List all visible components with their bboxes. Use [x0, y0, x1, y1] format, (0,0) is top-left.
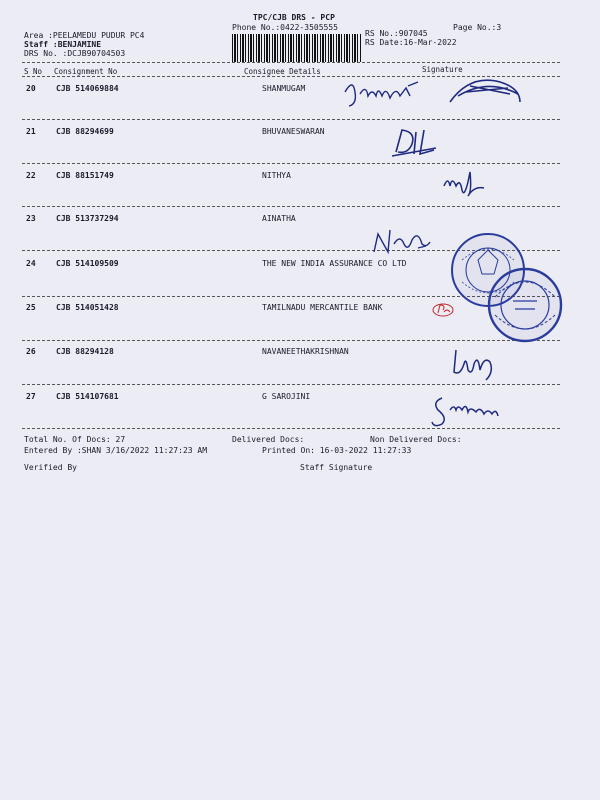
- delivered-docs: Delivered Docs:: [232, 435, 305, 444]
- row-consignment: CJB 88151749: [56, 171, 114, 180]
- entered-by: Entered By :SHAN 3/16/2022 11:27:23 AM: [24, 446, 208, 455]
- row-sno: 24: [26, 259, 36, 268]
- col-consignee: Consignee Details: [244, 67, 321, 76]
- signature-row-22: [440, 160, 500, 200]
- non-delivered-docs: Non Delivered Docs:: [370, 435, 462, 444]
- row-consignee: G SAROJINI: [262, 392, 311, 401]
- header-divider: [22, 62, 560, 63]
- row-sno: 20: [26, 84, 36, 93]
- row-sno: 27: [26, 392, 36, 401]
- staff-label: Staff :BENJAMINE: [24, 40, 102, 49]
- barcode-image: [232, 34, 362, 62]
- row-consignee: NITHYA: [262, 171, 291, 180]
- phone-number: Phone No.:0422-3505555: [232, 23, 338, 32]
- row-consignee: NAVANEETHAKRISHNAN: [262, 347, 349, 356]
- row-consignee: SHANMUGAM: [262, 84, 306, 93]
- signature-row-23: [368, 222, 443, 262]
- total-docs: Total No. Of Docs: 27: [24, 435, 126, 444]
- page-number: Page No.:3: [453, 23, 502, 32]
- rs-date: RS Date:16-Mar-2022: [365, 38, 457, 47]
- rs-number: RS No.:907045: [365, 29, 428, 38]
- row-consignment: CJB 514109509: [56, 259, 119, 268]
- tamilnad-mercantile-bank-stamp: [485, 265, 565, 345]
- col-signature: Signature: [422, 65, 463, 74]
- signature-row-26: [450, 340, 510, 380]
- row-consignment: CJB 514107681: [56, 392, 119, 401]
- document-title: TPC/CJB DRS - PCP: [253, 13, 335, 22]
- row-divider: [22, 206, 560, 207]
- printed-on: Printed On: 16-03-2022 11:27:33: [262, 446, 412, 455]
- row-sno: 23: [26, 214, 36, 223]
- row-divider: [22, 119, 560, 120]
- row-sno: 25: [26, 303, 36, 312]
- row-sno: 22: [26, 171, 36, 180]
- row-consignment: CJB 513737294: [56, 214, 119, 223]
- row-divider: [22, 428, 560, 429]
- row-sno: 26: [26, 347, 36, 356]
- col-consignment: Consignment No: [54, 67, 118, 76]
- staff-signature: Staff Signature: [300, 463, 373, 472]
- col-sno: S No: [24, 67, 43, 76]
- row-consignment: CJB 514069884: [56, 84, 119, 93]
- verified-by: Verified By: [24, 463, 77, 472]
- signature-row-27: [430, 388, 510, 428]
- signature-row-20: [340, 72, 530, 117]
- row-consignment: CJB 88294128: [56, 347, 114, 356]
- row-divider: [22, 384, 560, 385]
- signature-row-21: [390, 120, 450, 165]
- row-consignee: THE NEW INDIA ASSURANCE CO LTD: [262, 259, 407, 268]
- row-sno: 21: [26, 127, 36, 136]
- row-consignment: CJB 88294699: [56, 127, 114, 136]
- row-consignee: BHUVANESWARAN: [262, 127, 325, 136]
- drs-number: DRS No. :DCJB90704503: [24, 49, 126, 58]
- row-consignee: AINATHA: [262, 214, 296, 223]
- area-label: Area :PEELAMEDU PUDUR PC4: [24, 31, 145, 40]
- row-consignment: CJB 514051428: [56, 303, 119, 312]
- row-consignee: TAMILNADU MERCANTILE BANK: [262, 303, 383, 312]
